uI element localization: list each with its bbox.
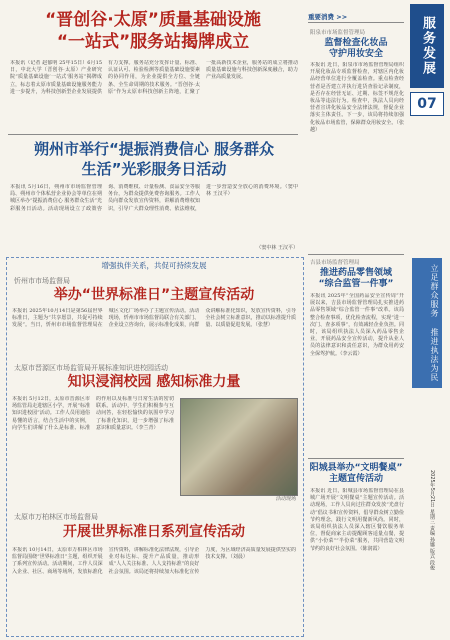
highlights-heading: 重要消费 >> xyxy=(308,13,348,21)
item3-title-line1: 阳城县举办“文明餐桌” xyxy=(309,463,403,473)
item2-body: 本报讯 2025年“全国药品安全宣传周”开展以来，吉县市场监督管理局扎实推进药品零售领域“综合监管一件事”改革。该局整合检查事项，优化检查流程，实现“进一次门、查多项事”，有效减轻企业负担。同时，该局组织执法人员深入药品零售企业，开展药品安全宣传活动，提升从业人员的法律意识和责任意识，为群众用药安全保驾护航。（李云霞） xyxy=(310,293,404,357)
article4-body: 本报讯 5月12日，太原市晋源区市场监管局走进辖区小学，开展“标准知识进校园”活动。工作人员用通俗易懂的语言，结合生活中的实例，向学生们讲解了什么是标准、标准的作用以及标准与日常生活的密切联系。活动中，学生们积极参与互动问答，在轻松愉快的氛围中学习了标准化知识，进一步增强了标准意识和质量意识。（李兰青） xyxy=(12,396,174,431)
article2-title-line2: 生活”光彩服务日活动 xyxy=(81,160,227,178)
article2-title-line1: 朔州市举行“提振消费信心 服务群众 xyxy=(33,140,275,158)
item3-title-line2: 主题宣传活动 xyxy=(328,474,383,484)
article3-title: 举办“世界标准日”主题宣传活动 xyxy=(53,287,255,303)
section-slogan: 立足群众服务 推进执法为民 xyxy=(412,258,442,388)
article1-title-line2: “一站式”服务站揭牌成立 xyxy=(56,32,250,52)
article3-kicker: 忻州市市场监督局 xyxy=(14,277,70,285)
article4-photo-caption: 活动现场 xyxy=(275,496,296,502)
item1-title-line1: 监督检查化妆品 xyxy=(324,38,388,48)
divider xyxy=(308,254,404,255)
article1-title-line1: “晋创谷·太原”质量基础设施 xyxy=(45,10,261,30)
article2-byline: （窦中林 王汉平） xyxy=(256,245,298,251)
article4-kicker: 太原市晋源区市场监管局开展标准知识进校园活动 xyxy=(14,364,168,372)
article5-kicker: 太原市万柏林区市场监督局 xyxy=(14,513,98,521)
article5-title: 开展世界标准日系列宣传活动 xyxy=(63,524,245,540)
item2-title-line2: “综合监管一件事” xyxy=(318,279,394,289)
page-number: 07 xyxy=(410,92,444,116)
item3-body: 本报讯 近日，阳城县市场监督管理局在县城广场开展“文明餐桌”主题宣传活动。活动现场，工作人员向过往群众发放“光盘行动”倡议书和宣传资料，倡导群众树立勤俭节约理念，践行文明用餐新风尚。同时，该局组织执法人员深入辖区餐饮服务单位，督促商家主动提醒顾客适量点餐，提供“小份菜”“半份菜”服务，共同营造文明节约的良好社会氛围。（陈润霞） xyxy=(310,488,404,552)
item1-kicker: 阳泉市市场监督管理局 xyxy=(310,30,366,36)
article1-body: 本报讯（记者 赵郁明 25年15日）6月15日，中北大学（晋创谷·太原）产业研究院“质量基础设施‘一站式’服务站”揭牌成立，标志着太原市质量基础设施服务能力进一步提升，为科技创新型企业发展提供有力支撑。服务站充分发挥计量、标准、认证认可、检验检测等质量基础设施要素的协同作用，为企业提供全方位、全链条、全生命周期的技术服务。“晋创谷·太原”作为太原市科技创新主阵地，汇聚了一批高新技术企业，服务站的成立将推动质量基础设施与科技创新深度融合，助力产业高质量发展。 xyxy=(10,60,298,95)
item2-title-line1: 推进药品零售领域 xyxy=(319,268,392,278)
divider xyxy=(308,22,404,23)
item1-title-line2: 守护用妆安全 xyxy=(328,49,383,59)
article4-photo xyxy=(180,398,298,496)
article5-body: 本报讯 10月14日，太原市万柏林区市场监督局围绕“世界标准日”主题，组织开展了系列宣传活动。活动期间，工作人员深入企业、社区、商场等场所，发放标准化宣传资料，讲解标准化法律法规，引导企业对标达标、提升产品质量，推动形成“人人关注标准、人人支持标准”的良好社会氛围。该局还将持续加大标准化宣传力度，为区域经济高质量发展提供坚实的技术支撑。（刘晨） xyxy=(12,547,296,575)
divider xyxy=(8,134,298,135)
date-line: 2025年5月21日 星期三 责编 孙娜 版式 段俊 xyxy=(429,470,435,571)
item1-body: 本报讯 近日，阳泉市市场监督管理局组织开展化妆品专项监督检查，对辖区内化妆品经营单位进行全覆盖检查。重点检查经营者是否建立并执行进货查验记录制度，是否存在经营无证、过期、标签不规范化妆品等违法行为。检查中，执法人员向经营者宣讲化妆品安全法律法规，督促企业落实主体责任。下一步，该局将持续加强化妆品市场监管，保障群众用妆安全。（张越） xyxy=(310,62,404,133)
article2-body: 本报讯 5月16日，朔州市市场监督管理局、朔州市个体私营企业协会等单位在朔城区举办“提振消费信心 服务群众生活”光彩服务日活动。活动现场设立了政策咨询、消费维权、计量检测、食品安全等服务台，为群众提供免费咨询服务。工作人员向群众发放宣传资料，讲解消费维权知识，引导广大群众理性消费、依法维权，进一步营造安全放心的消费环境。（窦中林 王汉平） xyxy=(10,184,298,212)
section-name: 服务发展 xyxy=(410,4,444,88)
article3-body: 本报讯 2025年10月14日是第56届世界标准日，主题为“共享愿景，共促可持续发展”。当日，忻州市市场监督管理局在城区文化广场举办了主题宣传活动。活动现场，忻州市市场监督局联合有关部门、企业设立咨询台，展示标准化成果，向群众讲解标准化知识，发放宣传资料，引导全社会树立标准意识，推动以标准提升质量、以质量促进发展。（张慧） xyxy=(12,308,296,329)
divider xyxy=(308,458,404,459)
banner-text: 增强执伴关系，共促可持续发展 xyxy=(101,261,207,270)
article4-title: 知识浸润校园 感知标准力量 xyxy=(67,374,241,390)
item2-kicker: 吉县市场监督管理局 xyxy=(310,260,360,266)
